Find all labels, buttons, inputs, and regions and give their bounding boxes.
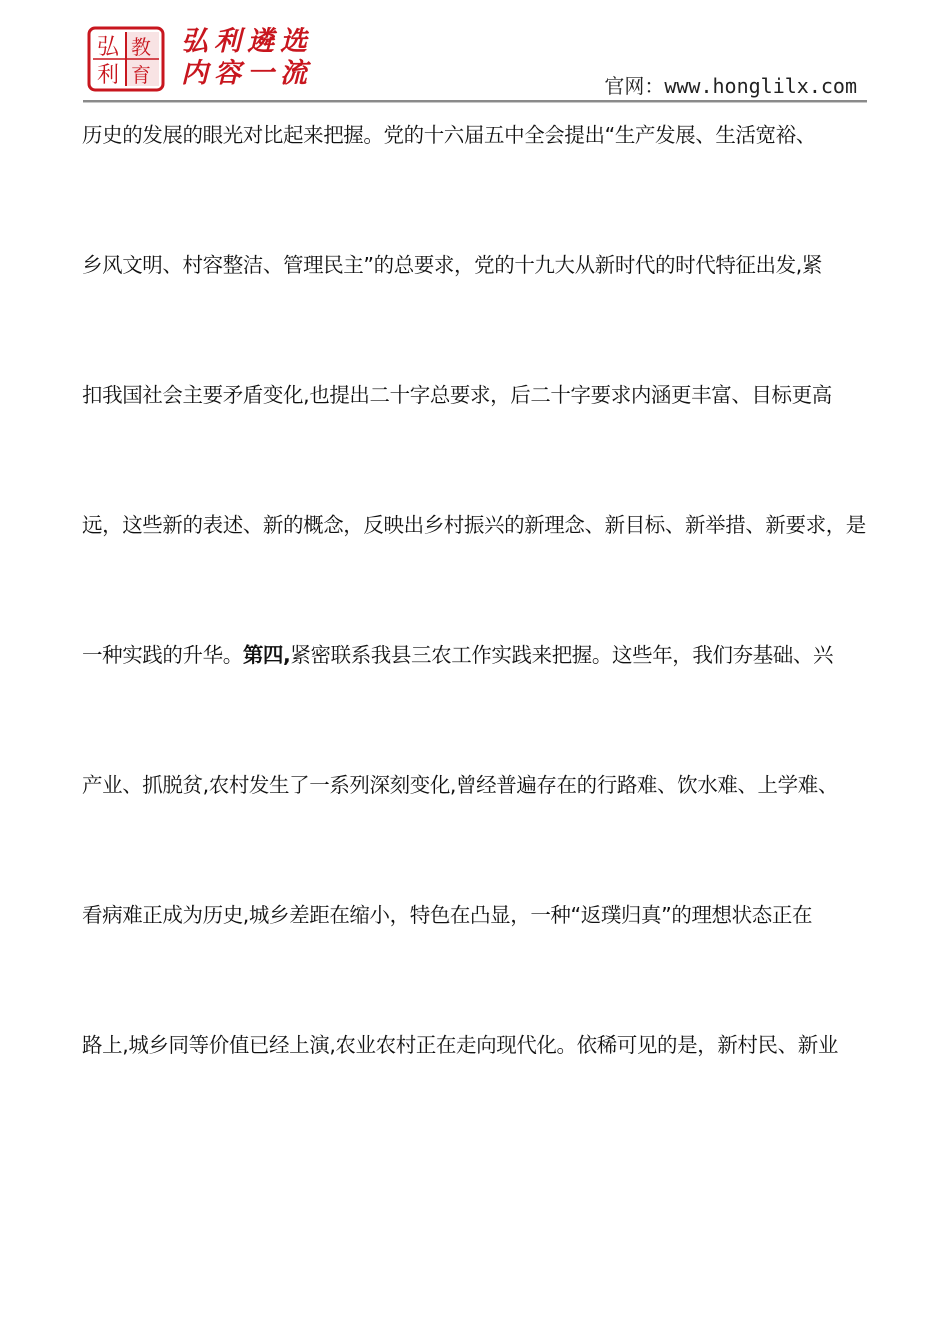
section-lead-bold: 第四, [242, 643, 291, 667]
url-text[interactable]: www.honglilx.com [664, 74, 857, 98]
body-line: 产业、抓脱贫,农村发生了一系列深刻变化,曾经普遍存在的行路难、饮水难、上学难、 [82, 773, 838, 797]
body-line: 看病难正成为历史,城乡差距在缩小，特色在凸显，一种“返璞归真”的理想状态正在 [82, 903, 813, 927]
body-line-rest: 紧密联系我县三农工作实践来把握。这些年，我们夯基础、兴 [290, 643, 834, 667]
body-line: 路上,城乡同等价值已经上演,农业农村正在走向现代化。依稀可见的是，新村民、新业 [82, 1033, 838, 1057]
honglilx-logo-seal [87, 26, 165, 92]
document-body [82, 112, 870, 1152]
slogan-line-2: 内容一流 [181, 58, 313, 89]
body-line: 扣我国社会主要矛盾变化,也提出二十字总要求，后二十字要求内涵更丰富、目标更高 [82, 383, 832, 407]
body-line [82, 632, 870, 762]
page-header [83, 22, 867, 100]
website-url[interactable] [604, 70, 857, 99]
body-line-start: 一种实践的升华。 [82, 643, 243, 667]
slogan-line-1: 弘利遴选 [181, 26, 313, 57]
logo-char-1: 弘 [97, 35, 120, 60]
body-line: 远，这些新的表述、新的概念，反映出乡村振兴的新理念、新目标、新举措、新要求，是 [82, 513, 866, 537]
header-divider [83, 100, 867, 102]
brand-slogan [181, 26, 313, 90]
body-line: 乡风文明、村容整洁、管理民主”的总要求，党的十九大从新时代的时代特征出发,紧 [82, 253, 822, 277]
logo-char-4: 育 [131, 63, 151, 87]
logo-char-3: 利 [97, 63, 120, 88]
url-label: 官网： [604, 74, 665, 98]
body-line: 历史的发展的眼光对比起来把握。党的十六届五中全会提出“生产发展、生活宽裕、 [82, 123, 816, 147]
logo-char-2: 教 [131, 35, 151, 59]
